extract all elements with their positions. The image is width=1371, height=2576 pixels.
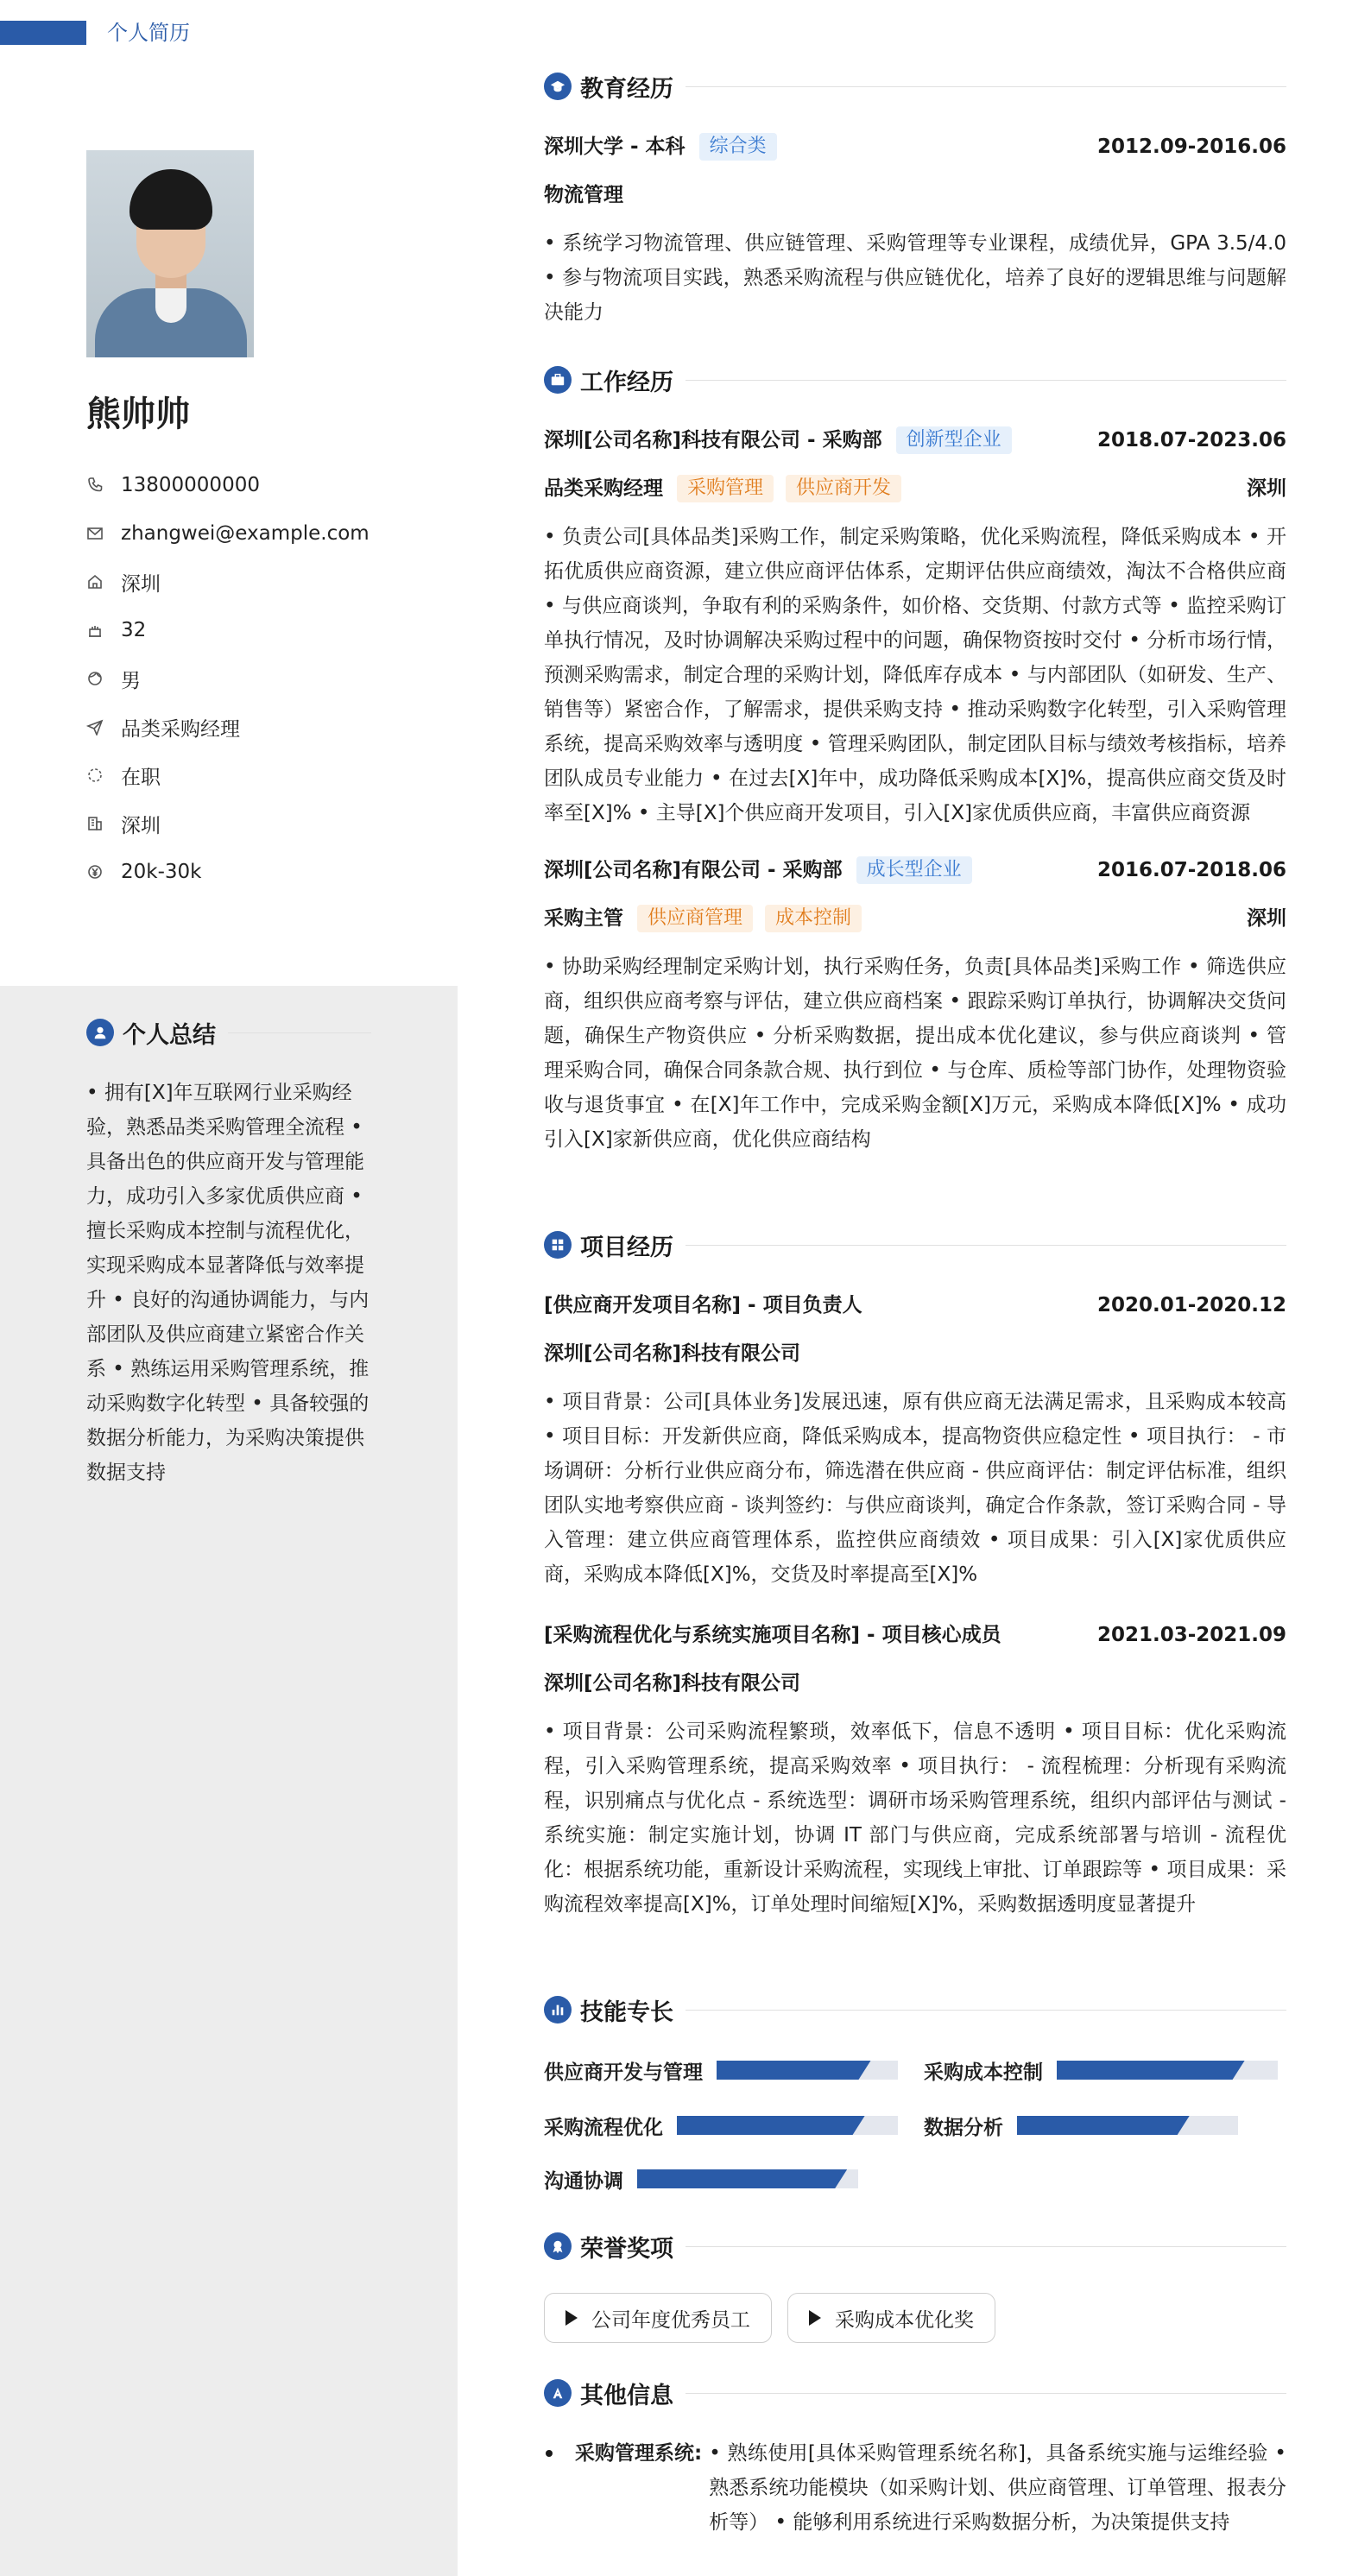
school-name: 深圳大学 - 本科 (544, 136, 686, 158)
mail-icon (86, 525, 104, 542)
job-2-role-row (544, 901, 1286, 936)
profile-name: 熊帅帅 (86, 395, 190, 434)
job-2-tag: 成长型企业 (856, 856, 972, 884)
job-1-city: 深圳 (1247, 477, 1286, 500)
left-column (0, 0, 458, 2576)
yuan-coin-icon (86, 863, 104, 881)
avatar-photo (86, 150, 254, 357)
skill-bar (637, 2169, 858, 2188)
award-item: 采购成本优化奖 (787, 2293, 995, 2343)
award-item: 公司年度优秀员工 (544, 2293, 772, 2343)
project-2-row (544, 1618, 1286, 1652)
job-2-company: 深圳[公司名称]有限公司 - 采购部 (544, 859, 843, 881)
job-2-role: 采购主管 (544, 907, 623, 930)
education-major-row (544, 178, 1286, 212)
projects-section (544, 1228, 1286, 1922)
skills-list (544, 2053, 1286, 2208)
other-item (544, 2436, 1286, 2540)
job-1-company: 深圳[公司名称]科技有限公司 - 采购部 (544, 429, 882, 451)
work-header: 工作经历 (544, 363, 1286, 397)
education-desc: • 系统学习物流管理、供应链管理、采购管理等专业课程，成绩优异，GPA 3.5/4.0 • 参与物流项目实践，熟悉采购流程与供应链优化，培养了良好的逻辑思维与问题解决能力 (544, 232, 1286, 324)
info-email: zhangwei@example.com (86, 509, 432, 558)
info-phone: 13800000000 (86, 461, 432, 509)
user-icon (86, 1019, 114, 1046)
skill-bar-fill (677, 2116, 865, 2135)
home-icon (86, 573, 104, 590)
job-2-skill-2: 成本控制 (765, 905, 862, 932)
info-gender: 男 (86, 654, 432, 703)
play-icon (565, 2310, 578, 2326)
job-2-skill-1: 供应商管理 (637, 905, 753, 932)
school-tag: 综合类 (699, 133, 777, 161)
info-icon (544, 2379, 572, 2407)
project-1-row (544, 1288, 1286, 1323)
education-period: 2012.09-2016.06 (1096, 136, 1286, 158)
job-2-row (544, 853, 1286, 887)
job-1-skill-1: 采购管理 (677, 475, 774, 502)
phone-icon (86, 477, 104, 494)
skill-bar (677, 2116, 898, 2135)
skill-bar-fill (637, 2169, 847, 2188)
job-1-role-row (544, 471, 1286, 506)
project-1-period: 2020.01-2020.12 (1096, 1294, 1286, 1316)
cake-icon (86, 622, 104, 639)
project-1-desc: • 项目背景：公司[具体业务]发展迅速，原有供应商无法满足需求，且采购成本较高 • 项目目标：开发新供应商，降低采购成本，提高物资供应稳定性 • 项目执行： - 市场调研：分析行业供应商分布，筛选潜在供应商 - 供应商评估：制定评估标准，组织团队实地考察供应商 - 谈判签约：与供应商谈判，确定合作条款，签订采购合同 - 导入管理：建立供应商管理体系，监控供应商绩效 • 项目成果：引入[X]家优质供应商，采购成本降低[X]%，交货及时率提高至[X]% (544, 1391, 1286, 1586)
summary-section-header: 个人总结 (86, 1015, 371, 1050)
skill-item: 供应商开发与管理 (544, 2053, 898, 2087)
job-1-period: 2018.07-2023.06 (1096, 429, 1286, 451)
education-section (544, 69, 1286, 330)
skills-section (544, 1992, 1286, 2027)
skill-bar-fill (717, 2061, 871, 2080)
info-position: 品类采购经理 (86, 703, 432, 751)
info-status: 在职 (86, 751, 432, 799)
awards-list (544, 2293, 1286, 2343)
send-icon (86, 718, 104, 736)
project-1-company: 深圳[公司名称]科技有限公司 (544, 1342, 801, 1365)
skill-bar-fill (1057, 2061, 1245, 2080)
play-icon (809, 2310, 821, 2326)
skill-bar-fill (1017, 2116, 1190, 2135)
other-key: 采购管理系统: (575, 2442, 703, 2465)
award-medal-icon (544, 2232, 572, 2260)
skill-bar (1017, 2116, 1238, 2135)
project-1-name: [供应商开发项目名称] - 项目负责人 (544, 1294, 862, 1316)
job-1-desc: • 负责公司[具体品类]采购工作，制定采购策略，优化采购流程，降低采购成本 • 开拓优质供应商资源，建立供应商评估体系，定期评估供应商绩效，淘汰不合格供应商 • 与供应商谈判，争取有利的采购条件，如价格、交货期、付款方式等 • 监控采购订单执行情况，及时协调解决采购过程中的问题，确保物资按时交付 • 分析市场行情，预测采购需求，制定合理的采购计划，降低库存成本 • 与内部团队（如研发、生产、销售等）紧密合作，了解需求，提供采购支持 • 推动采购数字化转型，引入采购管理系统，提高采购效率与透明度 • 管理采购团队，制定团队目标与绩效考核指标，培养团队成员专业能力 • 在过去[X]年中，成功降低采购成本[X]%，提高供应商交货及时率至[X]% • 主导[X]个供应商开发项目，引入[X]家优质供应商，丰富供应商资源 (544, 526, 1286, 824)
job-2-city: 深圳 (1247, 907, 1286, 930)
info-location: 深圳 (86, 558, 432, 606)
resume-title: 个人简历 (107, 21, 190, 45)
user-face-icon (86, 670, 104, 687)
briefcase-icon (544, 366, 572, 394)
work-section (544, 363, 1286, 1157)
skills-header: 技能专长 (544, 1992, 1286, 2027)
job-1-row (544, 423, 1286, 458)
education-row (544, 129, 1286, 164)
info-salary: 20k-30k (86, 848, 432, 896)
bullet-dot (546, 2450, 553, 2457)
job-2-period: 2016.07-2018.06 (1096, 859, 1286, 881)
project-2-name: [采购流程优化与系统实施项目名称] - 项目核心成员 (544, 1624, 1001, 1646)
project-2-company-row (544, 1666, 1286, 1701)
education-header: 教育经历 (544, 69, 1286, 104)
skill-item: 采购成本控制 (924, 2053, 1278, 2087)
summary-text: • 拥有[X]年互联网行业采购经验，熟悉品类采购管理全流程 • 具备出色的供应商开发与管理能力，成功引入多家优质供应商 • 擅长采购成本控制与流程优化，实现采购成本显著降低与效率提升 • 良好的沟通协调能力，与内部团队及供应商建立紧密合作关系 • 熟练运用采购管理系统，推动采购数字化转型 • 具备较强的数据分析能力，为采购决策提供数据支持 (86, 1082, 370, 1484)
project-1-company-row (544, 1336, 1286, 1371)
job-1-role: 品类采购经理 (544, 477, 663, 500)
education-major: 物流管理 (544, 184, 623, 206)
grid-icon (544, 1231, 572, 1259)
info-age: 32 (86, 606, 432, 654)
awards-section (544, 2229, 1286, 2343)
other-section (544, 2376, 1286, 2540)
skill-item: 采购流程优化 (544, 2108, 898, 2143)
project-2-desc: • 项目背景：公司采购流程繁琐，效率低下，信息不透明 • 项目目标：优化采购流程，引入采购管理系统，提高采购效率 • 项目执行： - 流程梳理：分析现有采购流程，识别痛点与优化点 - 系统选型：调研市场采购管理系统，组织内部评估与测试 - 系统实施：制定实施计划，协调 IT 部门与供应商，完成系统部署与培训 - 流程优化：根据系统功能，重新设计采购流程，实现线上审批、订单跟踪等 • 项目成果：采购流程效率提高[X]%，订单处理时间缩短[X]%，采购数据透明度显著提升 (544, 1720, 1286, 1916)
skill-bar (717, 2061, 898, 2080)
skill-bar (1057, 2061, 1278, 2080)
building-icon (86, 815, 104, 832)
other-value: • 熟练使用[具体采购管理系统名称]，具备系统实施与运维经验 • 熟悉系统功能模块（如采购计划、供应商管理、订单管理、报表分析等） • 能够利用系统进行采购数据分析，为决策提供支持 (709, 2442, 1286, 2534)
job-1-tag: 创新型企业 (896, 426, 1012, 454)
info-target-city: 深圳 (86, 799, 432, 848)
job-2-desc: • 协助采购经理制定采购计划，执行采购任务，负责[具体品类]采购工作 • 筛选供应商，组织供应商考察与评估，建立供应商档案 • 跟踪采购订单执行，协调解决交货问题，确保生产物资供应 • 分析采购数据，提出成本优化建议，参与供应商谈判 • 管理采购合同，确保合同条款合规、执行到位 • 与仓库、质检等部门协作，处理物资验收与退货事宜 • 在[X]年工作中，完成采购金额[X]万元，采购成本降低[X]% • 成功引入[X]家新供应商，优化供应商结构 (544, 956, 1286, 1151)
project-2-company: 深圳[公司名称]科技有限公司 (544, 1672, 801, 1695)
bar-chart-icon (544, 1996, 572, 2024)
project-2-period: 2021.03-2021.09 (1096, 1624, 1286, 1646)
skill-item: 数据分析 (924, 2108, 1238, 2143)
graduation-cap-icon (544, 73, 572, 100)
skill-item: 沟通协调 (544, 2162, 858, 2196)
status-spinner-icon (86, 767, 104, 784)
awards-header: 荣誉奖项 (544, 2229, 1286, 2263)
other-header: 其他信息 (544, 2376, 1286, 2410)
job-1-skill-2: 供应商开发 (786, 475, 901, 502)
profile-info-list (86, 461, 432, 896)
projects-header: 项目经历 (544, 1228, 1286, 1262)
